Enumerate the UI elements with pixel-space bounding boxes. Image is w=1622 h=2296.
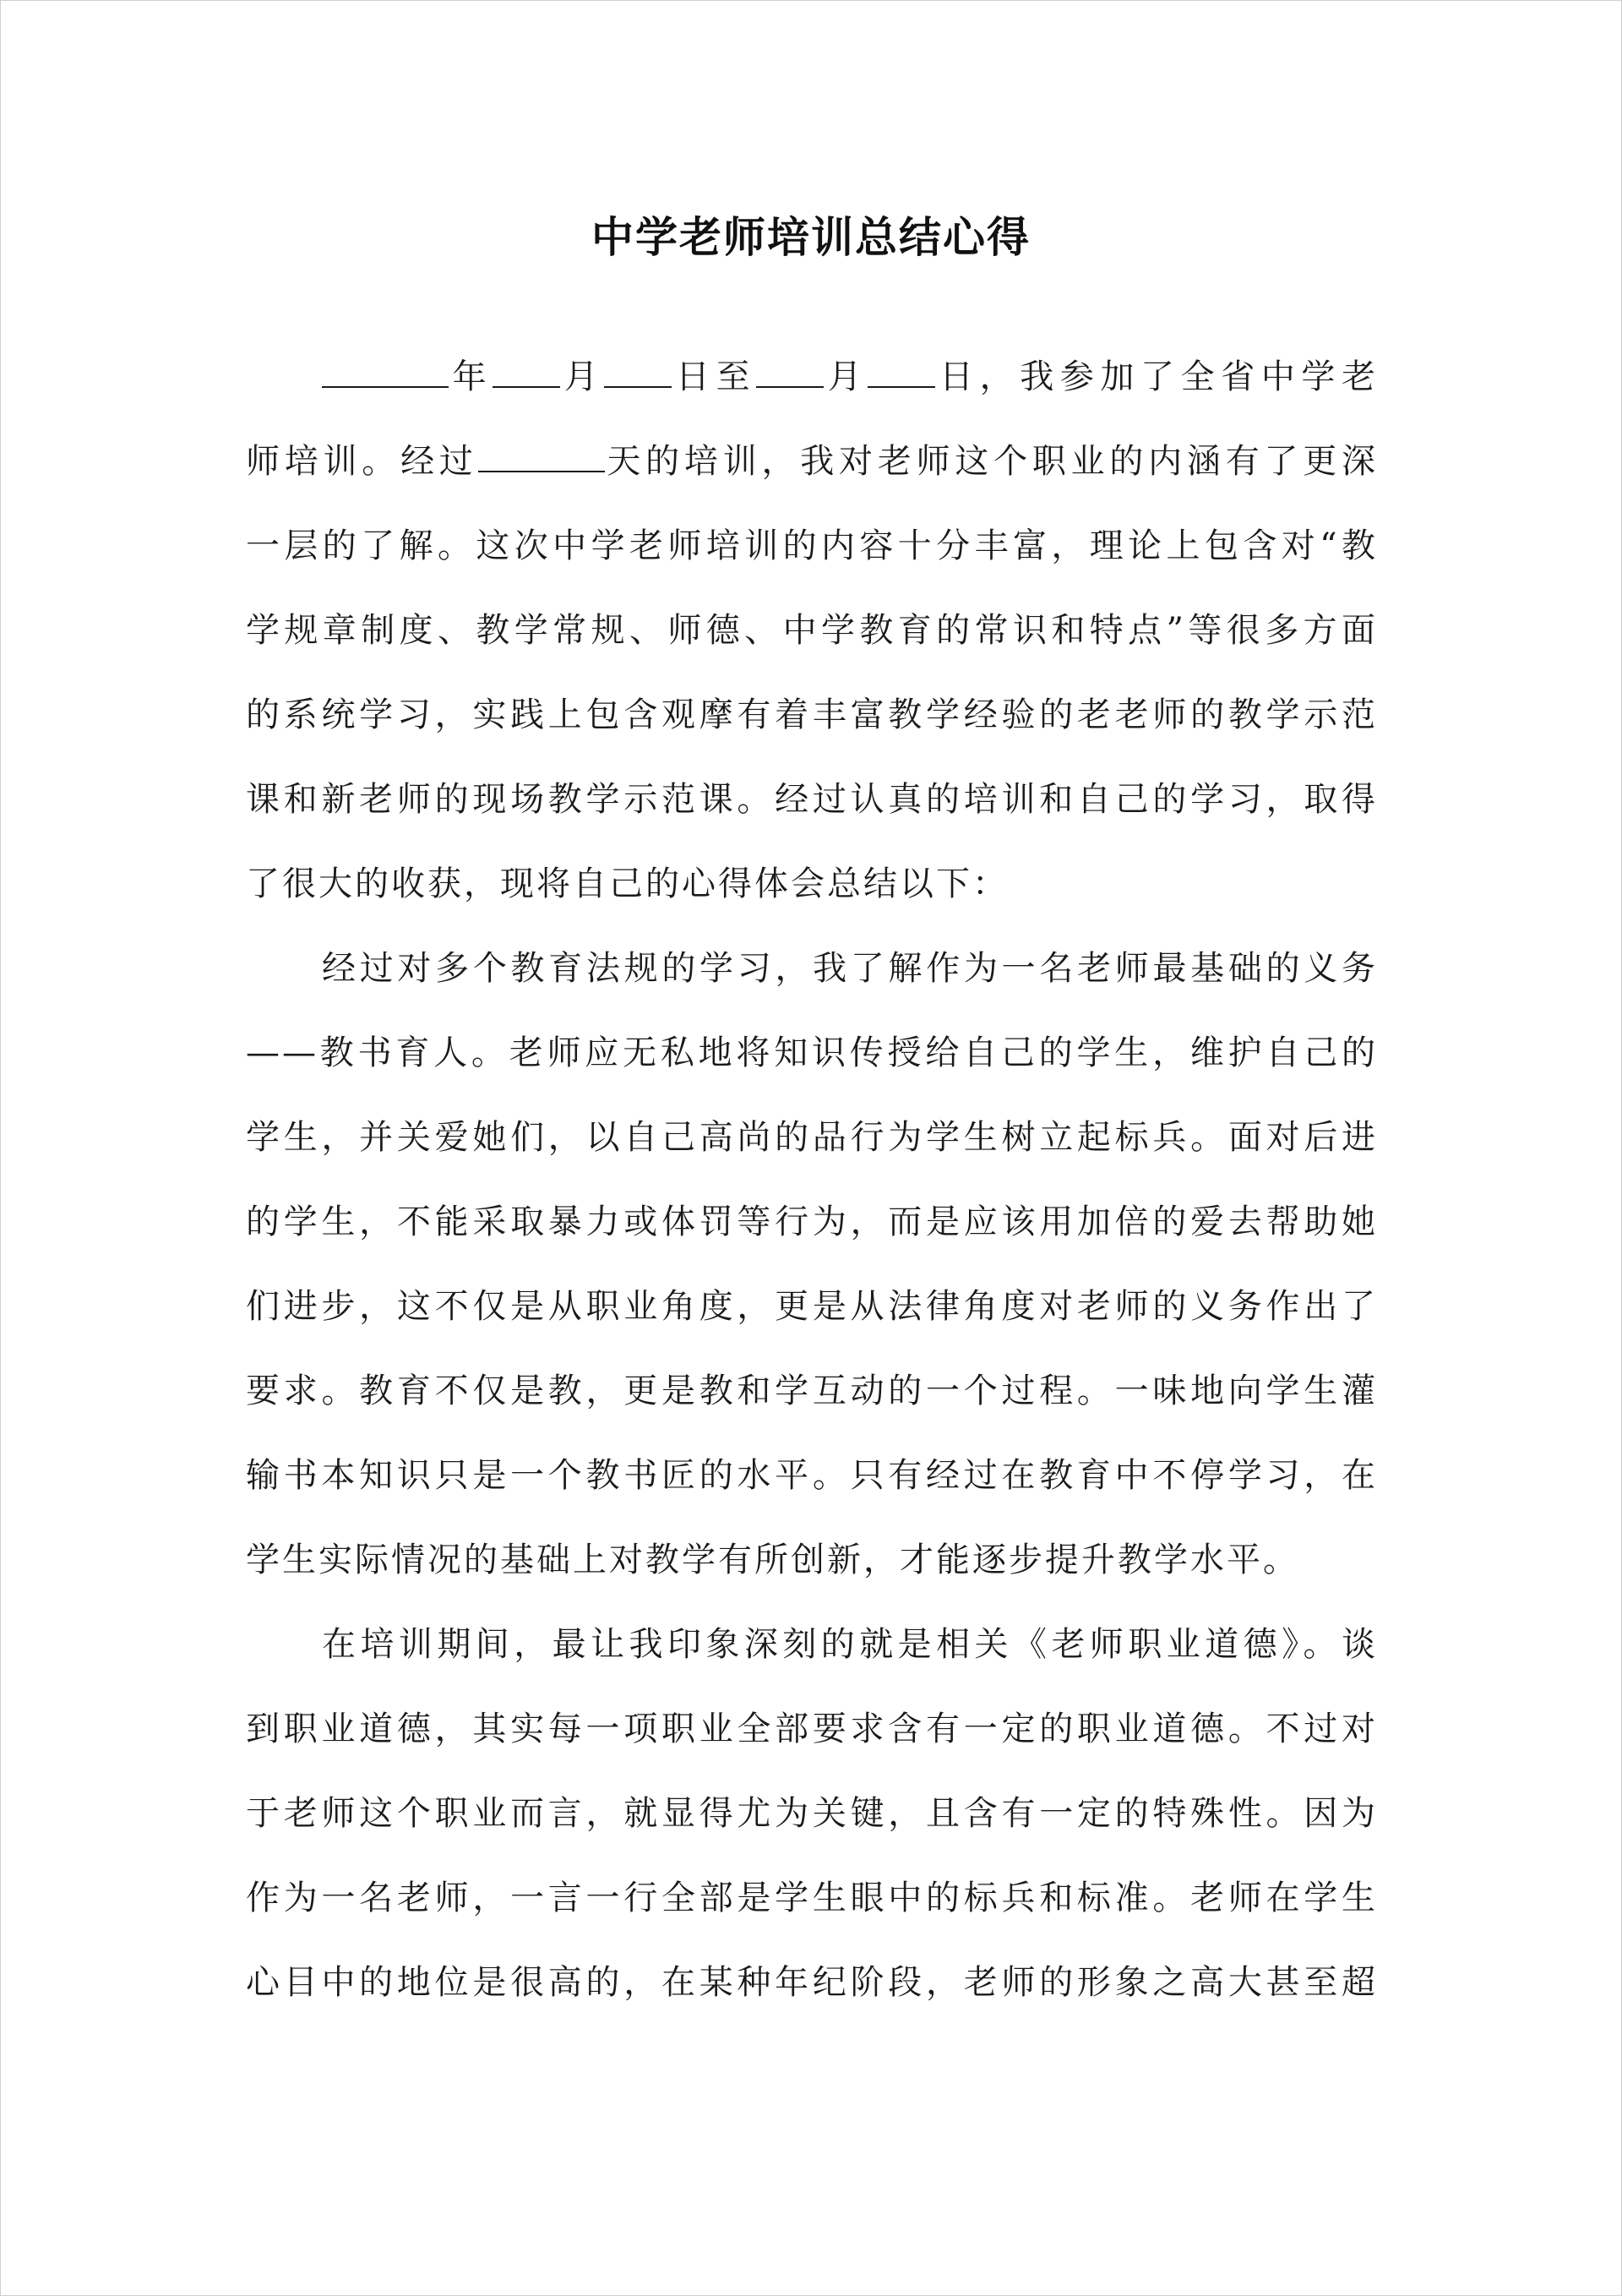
paragraph-2-line: 输书本知识只是一个教书匠的水平。只有经过在教育中不停学习，在 [246,1456,1378,1495]
document-title: 中学老师培训总结心得 [591,212,1031,262]
blank-days [478,445,605,472]
paragraph-2-line: 学生，并关爱她们，以自己高尚的品行为学生树立起标兵。面对后进 [246,1118,1378,1157]
paragraph-1-line: 课和新老师的现场教学示范课。经过认真的培训和自己的学习，取得 [246,780,1378,819]
paragraph-1-line: 学规章制度、教学常规、师德、中学教育的常识和特点”等很多方面 [246,611,1378,650]
paragraph-1-line-2 [246,419,1378,504]
paragraph-2-line: 学生实际情况的基础上对教学有所创新，才能逐步提升教学水平。 [246,1541,1299,1579]
blank-month-1 [493,361,560,388]
paragraph-3-line: 于老师这个职业而言，就显得尤为关键，且含有一定的特殊性。因为 [246,1794,1378,1833]
text-line-1-tail: 日，我参加了全省中学老 [935,357,1379,396]
text-line-2-tail: 天的培训，我对老师这个职业的内涵有了更深 [604,442,1379,481]
paragraph-1-line-1 [246,335,1378,419]
paragraph-3-line: 作为一名老师，一言一行全部是学生眼中的标兵和标准。老师在学生 [246,1879,1378,1917]
text-year: 年 [449,357,493,396]
paragraph-2-line: 们进步，这不仅是从职业角度，更是从法律角度对老师的义务作出了 [246,1287,1378,1326]
blank-day-1 [604,361,672,388]
text-month-1: 月 [560,357,605,396]
paragraph-1-line: 一层的了解。这次中学老师培训的内容十分丰富，理论上包含对“教 [246,526,1378,565]
blank-day-2 [868,361,935,388]
paragraph-1-line: 了很大的收获，现将自己的心得体会总结以下： [246,864,1009,903]
paragraph-3-line: 心目中的地位是很高的，在某种年纪阶段，老师的形象之高大甚至超 [246,1963,1378,2002]
text-day-to: 日至 [672,357,757,396]
text-month-2: 月 [824,357,868,396]
paragraph-2-line: ——教书育人。老师应无私地将知识传授给自己的学生，维护自己的 [246,1033,1378,1072]
paragraph-2-line: 要求。教育不仅是教，更是教和学互动的一个过程。一味地向学生灌 [246,1372,1378,1410]
paragraph-2-line: 的学生，不能采取暴力或体罚等行为，而是应该用加倍的爱去帮助她 [246,1203,1378,1241]
paragraph-3-line: 在培训期间，最让我印象深刻的就是相关《老师职业道德》。谈 [322,1625,1378,1664]
blank-month-2 [756,361,824,388]
paragraph-3-line: 到职业道德，其实每一项职业全部要求含有一定的职业道德。不过对 [246,1710,1378,1748]
text-line-2-head: 师培训。经过 [246,442,478,481]
paragraph-2-line: 经过对多个教育法规的学习，我了解作为一名老师最基础的义务 [322,949,1378,988]
blank-year [322,361,449,388]
paragraph-1-line: 的系统学习，实践上包含观摩有着丰富教学经验的老老师的教学示范 [246,695,1378,734]
document-body [246,335,1378,2025]
